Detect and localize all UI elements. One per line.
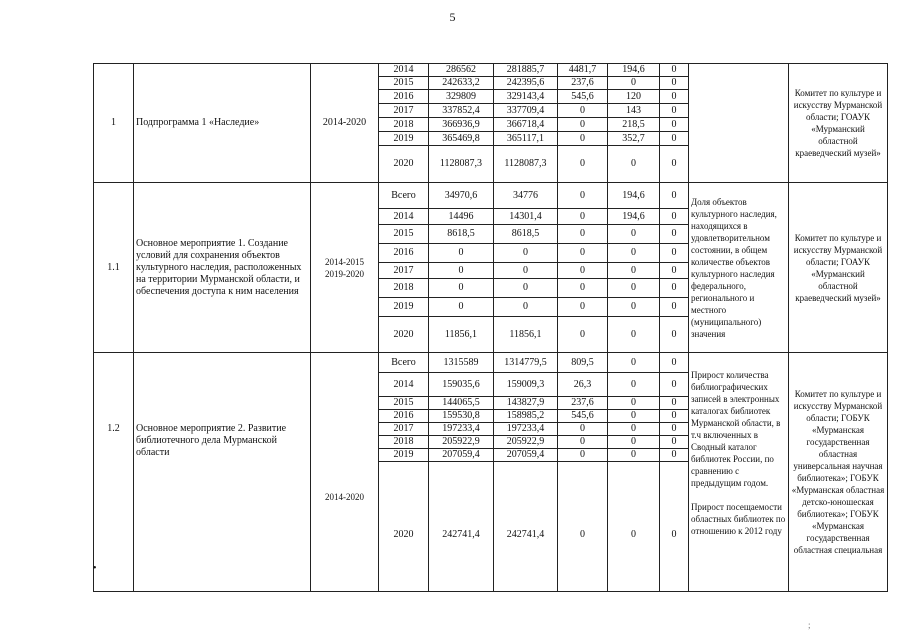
funding-cell: 14301,4 <box>494 209 558 225</box>
funding-cell: 0 <box>558 423 608 436</box>
funding-cell: 0 <box>608 353 660 373</box>
program-table <box>93 63 888 592</box>
year-cell: 2020 <box>379 146 429 183</box>
funding-cell: 0 <box>660 317 689 353</box>
year-cell: 2016 <box>379 244 429 263</box>
total-cell: 286562 <box>429 64 494 77</box>
year-cell: Всего <box>379 183 429 209</box>
funding-cell: 0 <box>660 209 689 225</box>
year-cell: 2019 <box>379 298 429 317</box>
funding-cell: 0 <box>558 436 608 449</box>
year-cell: 2020 <box>379 462 429 592</box>
funding-cell: 0 <box>608 410 660 423</box>
funding-cell: 352,7 <box>608 132 660 146</box>
funding-cell: 0 <box>660 397 689 410</box>
activity-name: Подпрограмма 1 «Наследие» <box>134 64 311 183</box>
corner-mark: ; <box>808 620 811 630</box>
funding-cell: 0 <box>660 244 689 263</box>
funding-cell: 197233,4 <box>494 423 558 436</box>
funding-cell: 0 <box>660 225 689 244</box>
funding-cell: 0 <box>660 298 689 317</box>
funding-cell: 0 <box>660 146 689 183</box>
total-cell: 11856,1 <box>429 317 494 353</box>
funding-cell: 0 <box>608 449 660 462</box>
period-cell: 2014-2020 <box>311 353 379 592</box>
total-cell: 0 <box>429 279 494 298</box>
funding-cell: 0 <box>660 423 689 436</box>
total-cell: 366936,9 <box>429 118 494 132</box>
year-cell: 2018 <box>379 279 429 298</box>
total-cell: 329809 <box>429 90 494 104</box>
year-cell: 2016 <box>379 410 429 423</box>
year-cell: 2016 <box>379 90 429 104</box>
year-cell: 2014 <box>379 64 429 77</box>
total-cell: 365469,8 <box>429 132 494 146</box>
funding-cell: 0 <box>608 397 660 410</box>
funding-cell: 194,6 <box>608 183 660 209</box>
total-cell: 337852,4 <box>429 104 494 118</box>
funding-cell: 0 <box>608 462 660 592</box>
funding-cell: 0 <box>558 146 608 183</box>
total-cell: 14496 <box>429 209 494 225</box>
funding-cell: 0 <box>660 410 689 423</box>
year-cell: 2018 <box>379 436 429 449</box>
funding-cell: 207059,4 <box>494 449 558 462</box>
funding-cell: 0 <box>660 373 689 397</box>
funding-cell: 366718,4 <box>494 118 558 132</box>
funding-cell: 0 <box>660 263 689 279</box>
year-cell: 2014 <box>379 373 429 397</box>
funding-cell: 205922,9 <box>494 436 558 449</box>
period-cell: 2014-2020 <box>311 64 379 183</box>
row-number: 1 <box>94 64 134 183</box>
funding-cell: 0 <box>660 353 689 373</box>
funding-cell: 0 <box>558 244 608 263</box>
executor-cell: Комитет по культуре и искусству Мурманской области; ГОАУК «Мурманский областной краеведческий музей» <box>789 64 888 183</box>
funding-cell: 545,6 <box>558 410 608 423</box>
funding-cell: 0 <box>558 209 608 225</box>
funding-cell: 0 <box>660 183 689 209</box>
table-row <box>94 183 888 209</box>
funding-cell: 194,6 <box>608 64 660 77</box>
funding-cell: 365117,1 <box>494 132 558 146</box>
funding-cell: 11856,1 <box>494 317 558 353</box>
funding-cell: 0 <box>608 244 660 263</box>
year-cell: 2019 <box>379 132 429 146</box>
funding-cell: 0 <box>558 132 608 146</box>
total-cell: 34970,6 <box>429 183 494 209</box>
funding-cell: 0 <box>660 77 689 90</box>
funding-cell: 218,5 <box>608 118 660 132</box>
year-cell: 2019 <box>379 449 429 462</box>
funding-cell: 0 <box>608 279 660 298</box>
funding-cell: 0 <box>608 146 660 183</box>
funding-cell: 0 <box>558 225 608 244</box>
total-cell: 205922,9 <box>429 436 494 449</box>
total-cell: 1128087,3 <box>429 146 494 183</box>
stray-mark: • <box>93 563 97 574</box>
funding-cell: 237,6 <box>558 77 608 90</box>
indicator-cell: Доля объектов культурного наследия, находящихся в удовлетворительном состоянии, в общем количестве объектов культурного наследия федерального, регионального и местного (муниципального) значения <box>689 183 789 353</box>
funding-cell: 0 <box>660 279 689 298</box>
funding-cell: 0 <box>660 462 689 592</box>
funding-cell: 237,6 <box>558 397 608 410</box>
funding-cell: 158985,2 <box>494 410 558 423</box>
period-cell: 2014-2015 2019-2020 <box>311 183 379 353</box>
total-cell: 1315589 <box>429 353 494 373</box>
funding-cell: 0 <box>660 132 689 146</box>
year-cell: Всего <box>379 353 429 373</box>
row-number: 1.1 <box>94 183 134 353</box>
funding-cell: 0 <box>608 298 660 317</box>
total-cell: 159035,6 <box>429 373 494 397</box>
funding-cell: 0 <box>660 449 689 462</box>
total-cell: 207059,4 <box>429 449 494 462</box>
total-cell: 0 <box>429 263 494 279</box>
funding-cell: 242741,4 <box>494 462 558 592</box>
funding-cell: 0 <box>608 77 660 90</box>
funding-cell: 0 <box>558 104 608 118</box>
funding-cell: 0 <box>608 263 660 279</box>
funding-cell: 0 <box>660 118 689 132</box>
indicator-cell <box>689 64 789 183</box>
funding-cell: 194,6 <box>608 209 660 225</box>
funding-cell: 0 <box>608 317 660 353</box>
total-cell: 144065,5 <box>429 397 494 410</box>
year-cell: 2017 <box>379 423 429 436</box>
year-cell: 2014 <box>379 209 429 225</box>
funding-cell: 0 <box>494 263 558 279</box>
funding-cell: 143827,9 <box>494 397 558 410</box>
funding-cell: 0 <box>660 90 689 104</box>
funding-cell: 0 <box>558 449 608 462</box>
year-cell: 2015 <box>379 225 429 244</box>
year-cell: 2020 <box>379 317 429 353</box>
row-number: 1.2 <box>94 353 134 592</box>
funding-cell: 0 <box>608 423 660 436</box>
funding-cell: 0 <box>608 373 660 397</box>
funding-cell: 0 <box>558 183 608 209</box>
total-cell: 8618,5 <box>429 225 494 244</box>
funding-cell: 120 <box>608 90 660 104</box>
funding-cell: 0 <box>494 279 558 298</box>
funding-cell: 0 <box>558 298 608 317</box>
funding-cell: 1314779,5 <box>494 353 558 373</box>
year-cell: 2015 <box>379 397 429 410</box>
funding-cell: 0 <box>558 279 608 298</box>
funding-cell: 0 <box>494 244 558 263</box>
executor-cell: Комитет по культуре и искусству Мурманской области; ГОБУК «Мурманская государственная областная универсальная научная библиотека»; ГОБУК «Мурманская областная детско-юношеская библиотека»; ГОБУК «Мурманская государственная областная специальная <box>789 353 888 592</box>
funding-cell: 0 <box>660 436 689 449</box>
funding-cell: 34776 <box>494 183 558 209</box>
funding-cell: 0 <box>608 436 660 449</box>
funding-cell: 143 <box>608 104 660 118</box>
funding-cell: 329143,4 <box>494 90 558 104</box>
total-cell: 242633,2 <box>429 77 494 90</box>
funding-cell: 4481,7 <box>558 64 608 77</box>
executor-cell: Комитет по культуре и искусству Мурманской области; ГОАУК «Мурманский областной краеведческий музей» <box>789 183 888 353</box>
year-cell: 2018 <box>379 118 429 132</box>
funding-cell: 0 <box>558 263 608 279</box>
total-cell: 0 <box>429 298 494 317</box>
page-number: 5 <box>449 10 456 24</box>
year-cell: 2015 <box>379 77 429 90</box>
total-cell: 0 <box>429 244 494 263</box>
funding-cell: 0 <box>494 298 558 317</box>
year-cell: 2017 <box>379 263 429 279</box>
funding-cell: 0 <box>558 118 608 132</box>
funding-cell: 809,5 <box>558 353 608 373</box>
funding-cell: 1128087,3 <box>494 146 558 183</box>
funding-cell: 337709,4 <box>494 104 558 118</box>
year-cell: 2017 <box>379 104 429 118</box>
activity-name: Основное мероприятие 2. Развитие библиотечного дела Мурманской области <box>134 353 311 592</box>
funding-cell: 8618,5 <box>494 225 558 244</box>
activity-name: Основное мероприятие 1. Создание условий для сохранения объектов культурного наследия, расположенных на территории Мурманской области, и обеспечения доступа к ним населения <box>134 183 311 353</box>
indicator-cell: Прирост количества библиографических записей в электронных каталогах библиотек Мурманской области, в т.ч включенных в Сводный каталог библиотек России, по сравнению с предыдущим годом. Прирост посещаемости областных библиотек по отношению к 2012 году <box>689 353 789 592</box>
table-row <box>94 64 888 77</box>
total-cell: 197233,4 <box>429 423 494 436</box>
table-row <box>94 353 888 373</box>
funding-cell: 0 <box>608 225 660 244</box>
total-cell: 159530,8 <box>429 410 494 423</box>
total-cell: 242741,4 <box>429 462 494 592</box>
funding-cell: 0 <box>558 462 608 592</box>
funding-cell: 545,6 <box>558 90 608 104</box>
funding-cell: 0 <box>558 317 608 353</box>
funding-cell: 0 <box>660 64 689 77</box>
funding-cell: 0 <box>660 104 689 118</box>
funding-cell: 242395,6 <box>494 77 558 90</box>
funding-cell: 159009,3 <box>494 373 558 397</box>
funding-cell: 281885,7 <box>494 64 558 77</box>
funding-cell: 26,3 <box>558 373 608 397</box>
